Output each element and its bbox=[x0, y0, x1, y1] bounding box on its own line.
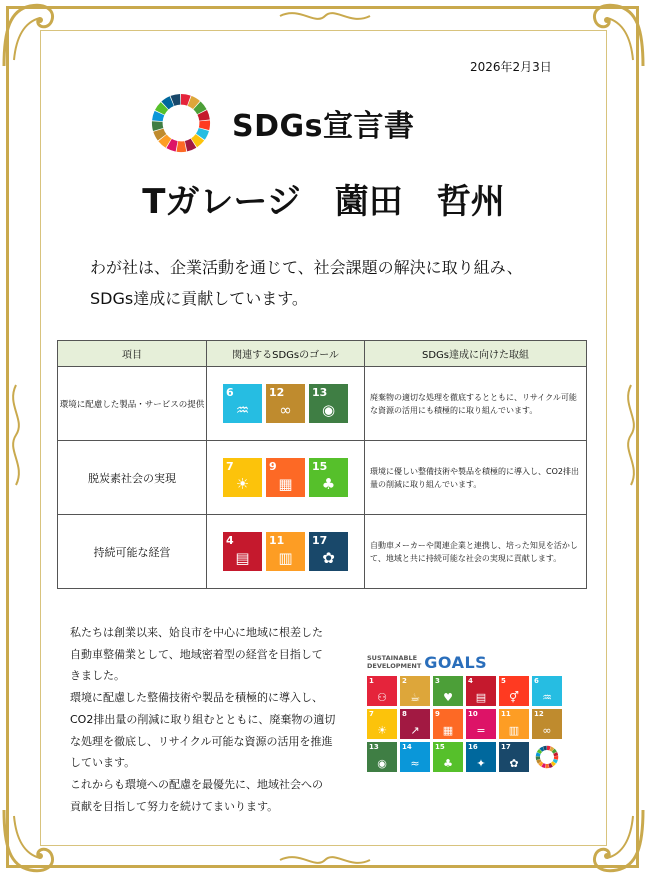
top-ornament-icon bbox=[275, 4, 375, 28]
sdg-goal-15-tile bbox=[309, 458, 348, 497]
sdg-goal-6-tile bbox=[532, 676, 562, 706]
sdg-goal-17-tile bbox=[309, 532, 348, 571]
sdg-goal-10-tile bbox=[466, 709, 496, 739]
sdg-goal-number: 6 bbox=[226, 386, 234, 399]
sdg-goal-11-tile bbox=[266, 532, 305, 571]
infinity-icon: ∞ bbox=[279, 401, 292, 419]
row-description: 環境に優しい整備技術や製品を積極的に導入し、CO2排出量の削減に取り組んでいます。 bbox=[365, 441, 587, 515]
column-header-item: 項目 bbox=[58, 341, 207, 367]
bowl-icon: ☕ bbox=[410, 691, 420, 704]
sdg-goal-7-tile bbox=[223, 458, 262, 497]
intro-text bbox=[90, 252, 570, 314]
sdg-goal-number: 9 bbox=[435, 710, 440, 718]
sdg-goal-number: 15 bbox=[435, 743, 445, 751]
buildings-icon: ▥ bbox=[278, 549, 293, 567]
table-row bbox=[58, 441, 587, 515]
declaration-title: SDGs宣言書 bbox=[232, 109, 415, 144]
water-drop-icon: ♒ bbox=[542, 691, 552, 704]
sdg-goals-table bbox=[57, 340, 587, 589]
eye-globe-icon: ◉ bbox=[377, 757, 387, 770]
sdg-goal-6-tile bbox=[223, 384, 262, 423]
sdg-goal-number: 16 bbox=[468, 743, 478, 751]
sdg-goal-number: 11 bbox=[501, 710, 511, 718]
sdg-goal-number: 8 bbox=[402, 710, 407, 718]
sdg-goal-12-tile bbox=[532, 709, 562, 739]
row-goal-icons bbox=[207, 441, 365, 515]
row-goal-icons bbox=[207, 515, 365, 589]
fish-icon: ≈ bbox=[410, 757, 420, 770]
tree-bird-icon: ♣ bbox=[321, 475, 336, 493]
closing-line: 貢献を目指して努力を続けてまいります。 bbox=[70, 799, 279, 813]
sdg-goal-number: 9 bbox=[269, 460, 277, 473]
sdg-goal-12-tile bbox=[266, 384, 305, 423]
table-row bbox=[58, 515, 587, 589]
sdg-goal-13-tile bbox=[309, 384, 348, 423]
right-ornament-icon bbox=[619, 380, 643, 490]
closing-line: な処理を徹底し、リサイクル可能な資源の活用を推進 bbox=[70, 734, 333, 748]
sdg-goal-number: 11 bbox=[269, 534, 285, 547]
sdg-goal-number: 13 bbox=[312, 386, 328, 399]
intro-line: わが社は、企業活動を通じて、社会課題の解決に取り組み、 bbox=[90, 258, 523, 277]
poster-goal-grid bbox=[367, 676, 572, 772]
corner-ornament-icon bbox=[0, 806, 70, 876]
sdg-goal-number: 4 bbox=[468, 677, 473, 685]
sdg-goal-number: 12 bbox=[534, 710, 544, 718]
sdg-goal-number: 6 bbox=[534, 677, 539, 685]
sdg-goal-number: 17 bbox=[312, 534, 328, 547]
closing-statement bbox=[70, 622, 345, 817]
sdg-goal-5-tile bbox=[499, 676, 529, 706]
sdg-goal-14-tile bbox=[400, 742, 430, 772]
sdg-goal-number: 17 bbox=[501, 743, 511, 751]
sdg-goal-number: 4 bbox=[226, 534, 234, 547]
sdg-goal-17-tile bbox=[499, 742, 529, 772]
gender-icon: ⚥ bbox=[509, 691, 519, 704]
wheel-segment bbox=[545, 764, 549, 768]
sdg-goal-13-tile bbox=[367, 742, 397, 772]
sdg-goal-number: 2 bbox=[402, 677, 407, 685]
column-header-goals: 関連するSDGsのゴール bbox=[207, 341, 365, 367]
dove-icon: ✦ bbox=[476, 757, 486, 770]
column-header-actions: SDGs達成に向けた取組 bbox=[365, 341, 587, 367]
sdg-goal-number: 7 bbox=[226, 460, 234, 473]
sdg-goal-2-tile bbox=[400, 676, 430, 706]
closing-line: 私たちは創業以来、姶良市を中心に地域に根差した bbox=[70, 626, 323, 639]
equal-icon: = bbox=[476, 724, 486, 737]
closing-line: CO2排出量の削減に取り組むとともに、廃棄物の適切 bbox=[70, 712, 336, 726]
poster-header bbox=[367, 652, 572, 672]
sdg-goal-number: 13 bbox=[369, 743, 379, 751]
closing-line: きました。 bbox=[70, 669, 125, 683]
sdg-wheel-icon bbox=[150, 92, 212, 154]
sun-power-icon: ☀ bbox=[235, 475, 250, 493]
flower-rings-icon: ✿ bbox=[509, 757, 519, 770]
cubes-icon: ▦ bbox=[278, 475, 293, 493]
row-goal-icons bbox=[207, 367, 365, 441]
heartbeat-icon: ♥ bbox=[443, 691, 453, 704]
row-description: 自動車メーカーや関連企業と連携し、培った知見を活かして、地域と共に持続可能な社会の実現に貢献します。 bbox=[365, 515, 587, 589]
sun-power-icon: ☀ bbox=[377, 724, 387, 737]
water-drop-icon: ♒ bbox=[235, 401, 250, 419]
sdg-goal-number: 15 bbox=[312, 460, 328, 473]
left-ornament-icon bbox=[4, 380, 28, 490]
growth-chart-icon: ↗ bbox=[410, 724, 420, 737]
sdg-wheel-icon bbox=[532, 742, 562, 772]
closing-line: 環境に配慮した整備技術や製品を積極的に導入し、 bbox=[70, 691, 323, 705]
row-description: 廃棄物の適切な処理を徹底するとともに、リサイクル可能な資源の活用にも積極的に取り組んでいます。 bbox=[365, 367, 587, 441]
sdg-goal-number: 1 bbox=[369, 677, 374, 685]
sdg-goal-16-tile bbox=[466, 742, 496, 772]
corner-ornament-icon bbox=[0, 0, 70, 70]
sdg-goal-number: 14 bbox=[402, 743, 412, 751]
corner-ornament-icon bbox=[577, 0, 647, 70]
sdg-goal-1-tile bbox=[367, 676, 397, 706]
eye-globe-icon: ◉ bbox=[321, 401, 336, 419]
book-icon: ▤ bbox=[475, 691, 487, 704]
company-name: Tガレージ 薗田 哲州 bbox=[142, 182, 505, 222]
sdg-goal-8-tile bbox=[400, 709, 430, 739]
poster-subtitle-line: SUSTAINABLE bbox=[367, 654, 418, 662]
sdg-goal-15-tile bbox=[433, 742, 463, 772]
sdg-goal-4-tile bbox=[466, 676, 496, 706]
sdg-goal-9-tile bbox=[266, 458, 305, 497]
poster-subtitle-line: DEVELOPMENT bbox=[367, 662, 422, 670]
poster-goals-word: GOALS bbox=[424, 652, 488, 672]
row-item-label: 脱炭素社会の実現 bbox=[58, 441, 207, 515]
sdg-goal-9-tile bbox=[433, 709, 463, 739]
sdg-goal-number: 7 bbox=[369, 710, 374, 718]
header-logo-block bbox=[150, 92, 415, 154]
sdg-goal-number: 10 bbox=[468, 710, 478, 718]
document-date: 2026年2月3日 bbox=[470, 60, 552, 74]
closing-line: 自動車整備業として、地域密着型の経営を目指して bbox=[70, 647, 323, 661]
sdg-goal-number: 3 bbox=[435, 677, 440, 685]
person-group-icon: ⚇ bbox=[377, 691, 387, 704]
buildings-icon: ▥ bbox=[508, 724, 520, 737]
infinity-icon: ∞ bbox=[542, 724, 552, 737]
row-item-label: 持続可能な経営 bbox=[58, 515, 207, 589]
tree-bird-icon: ♣ bbox=[443, 757, 453, 770]
sdgs-goals-poster bbox=[367, 652, 572, 772]
flower-rings-icon: ✿ bbox=[322, 549, 335, 567]
closing-line: これからも環境への配慮を最優先に、地域社会への bbox=[70, 777, 323, 791]
wheel-segment bbox=[177, 141, 187, 152]
sdg-goal-number: 12 bbox=[269, 386, 285, 399]
sdg-goal-4-tile bbox=[223, 532, 262, 571]
poster-subtitle bbox=[367, 654, 421, 670]
sdg-goal-7-tile bbox=[367, 709, 397, 739]
row-item-label: 環境に配慮した製品・サービスの提供 bbox=[58, 367, 207, 441]
table-header-row bbox=[58, 341, 587, 367]
table-row bbox=[58, 367, 587, 441]
closing-line: しています。 bbox=[70, 756, 136, 770]
cubes-icon: ▦ bbox=[442, 724, 454, 737]
corner-ornament-icon bbox=[577, 806, 647, 876]
intro-line: SDGs達成に貢献しています。 bbox=[90, 289, 308, 308]
sdg-goal-3-tile bbox=[433, 676, 463, 706]
bottom-ornament-icon bbox=[275, 848, 375, 872]
sdg-goal-11-tile bbox=[499, 709, 529, 739]
book-icon: ▤ bbox=[235, 549, 250, 567]
sdg-goal-number: 5 bbox=[501, 677, 506, 685]
